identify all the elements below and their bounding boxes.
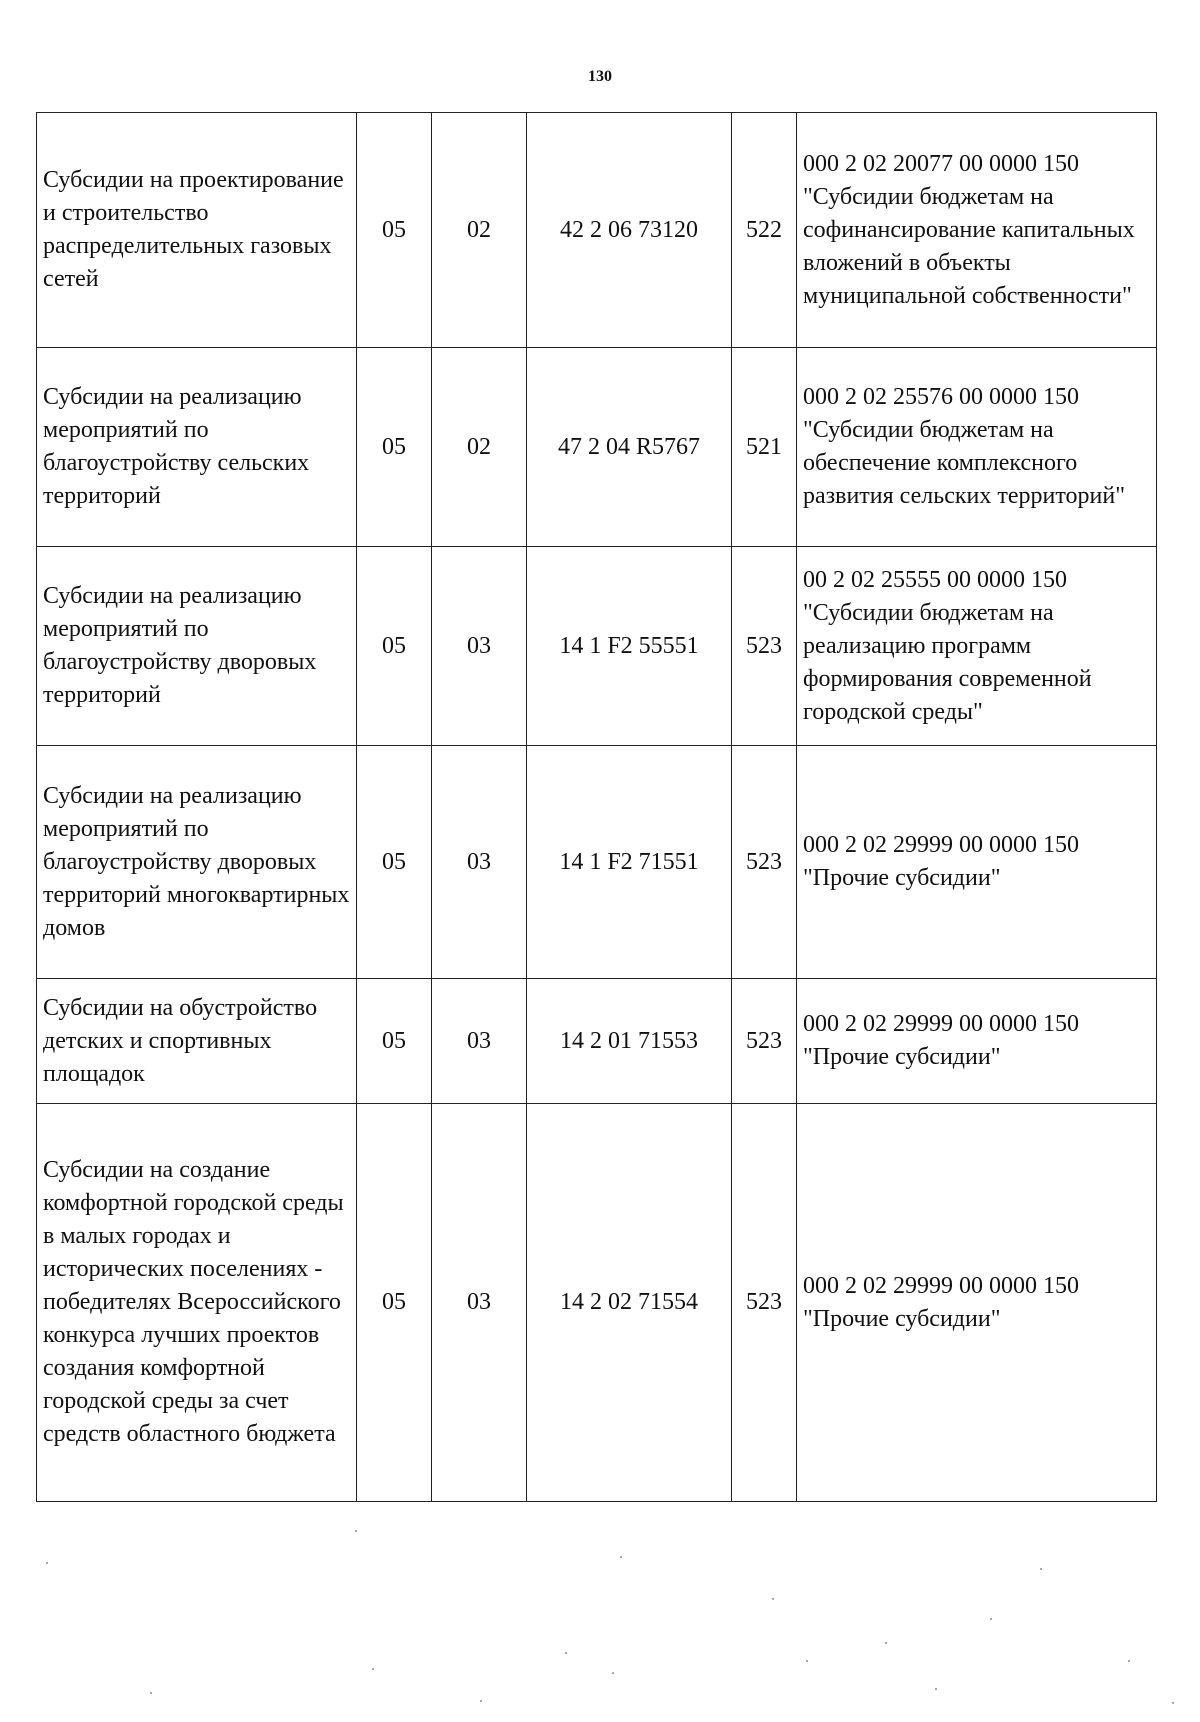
cell-section: 05 xyxy=(357,979,432,1104)
scan-speck xyxy=(620,1556,622,1558)
cell-target-article: 14 2 02 71554 xyxy=(527,1104,732,1502)
cell-expense-type: 523 xyxy=(732,547,797,746)
cell-subsidy-name: Субсидии на реализацию мероприятий по благоустройству дворовых территорий xyxy=(37,547,357,746)
table-row xyxy=(37,979,1157,1104)
cell-revenue-code: 000 2 02 20077 00 0000 150 "Субсидии бюджетам на софинансирование капитальных вложений в объекты муниципальной собственности" xyxy=(797,113,1157,348)
cell-expense-type: 521 xyxy=(732,348,797,547)
scan-speck xyxy=(885,1642,887,1644)
cell-section: 05 xyxy=(357,746,432,979)
cell-subsection: 02 xyxy=(432,113,527,348)
scan-speck xyxy=(565,1652,567,1654)
subsidy-table xyxy=(36,112,1157,1502)
table-row xyxy=(37,547,1157,746)
cell-revenue-code: 000 2 02 29999 00 0000 150 "Прочие субсидии" xyxy=(797,1104,1157,1502)
cell-revenue-code: 000 2 02 25576 00 0000 150 "Субсидии бюджетам на обеспечение комплексного развития сельских территорий" xyxy=(797,348,1157,547)
cell-subsection: 02 xyxy=(432,348,527,547)
cell-section: 05 xyxy=(357,1104,432,1502)
cell-section: 05 xyxy=(357,348,432,547)
cell-expense-type: 523 xyxy=(732,979,797,1104)
cell-subsection: 03 xyxy=(432,1104,527,1502)
table-row xyxy=(37,113,1157,348)
page-number: 130 xyxy=(588,68,612,85)
cell-subsection: 03 xyxy=(432,547,527,746)
scan-speck xyxy=(1128,1660,1130,1662)
cell-expense-type: 523 xyxy=(732,746,797,979)
cell-target-article: 14 1 F2 55551 xyxy=(527,547,732,746)
table-row xyxy=(37,348,1157,547)
cell-subsidy-name: Субсидии на обустройство детских и спортивных площадок xyxy=(37,979,357,1104)
cell-expense-type: 523 xyxy=(732,1104,797,1502)
cell-target-article: 14 2 01 71553 xyxy=(527,979,732,1104)
cell-revenue-code: 00 2 02 25555 00 0000 150 "Субсидии бюджетам на реализацию программ формирования современной городской среды" xyxy=(797,547,1157,746)
cell-subsidy-name: Субсидии на реализацию мероприятий по благоустройству дворовых территорий многоквартирных домов xyxy=(37,746,357,979)
cell-expense-type: 522 xyxy=(732,113,797,348)
cell-revenue-code: 000 2 02 29999 00 0000 150 "Прочие субсидии" xyxy=(797,746,1157,979)
cell-target-article: 42 2 06 73120 xyxy=(527,113,732,348)
scan-speck xyxy=(1040,1568,1042,1570)
cell-subsidy-name: Субсидии на проектирование и строительство распределительных газовых сетей xyxy=(37,113,357,348)
cell-target-article: 14 1 F2 71551 xyxy=(527,746,732,979)
scan-speck xyxy=(46,1562,48,1564)
scan-speck xyxy=(355,1530,357,1532)
cell-target-article: 47 2 04 R5767 xyxy=(527,348,732,547)
scan-speck xyxy=(1172,1702,1174,1704)
scan-speck xyxy=(372,1668,374,1670)
scan-speck xyxy=(935,1688,937,1690)
table-row xyxy=(37,1104,1157,1502)
table-row xyxy=(37,746,1157,979)
cell-subsection: 03 xyxy=(432,979,527,1104)
scan-speck xyxy=(806,1660,808,1662)
cell-subsidy-name: Субсидии на создание комфортной городской среды в малых городах и исторических поселениях - победителях Всероссийского конкурса лучших проектов создания комфортной городской среды за счет средств областного бюджета xyxy=(37,1104,357,1502)
cell-section: 05 xyxy=(357,113,432,348)
scan-speck xyxy=(150,1692,152,1694)
cell-subsidy-name: Субсидии на реализацию мероприятий по благоустройству сельских территорий xyxy=(37,348,357,547)
cell-section: 05 xyxy=(357,547,432,746)
scan-speck xyxy=(480,1700,482,1702)
scan-speck xyxy=(612,1672,614,1674)
scan-speck xyxy=(772,1598,774,1600)
cell-subsection: 03 xyxy=(432,746,527,979)
scan-speck xyxy=(990,1618,992,1620)
cell-revenue-code: 000 2 02 29999 00 0000 150 "Прочие субсидии" xyxy=(797,979,1157,1104)
